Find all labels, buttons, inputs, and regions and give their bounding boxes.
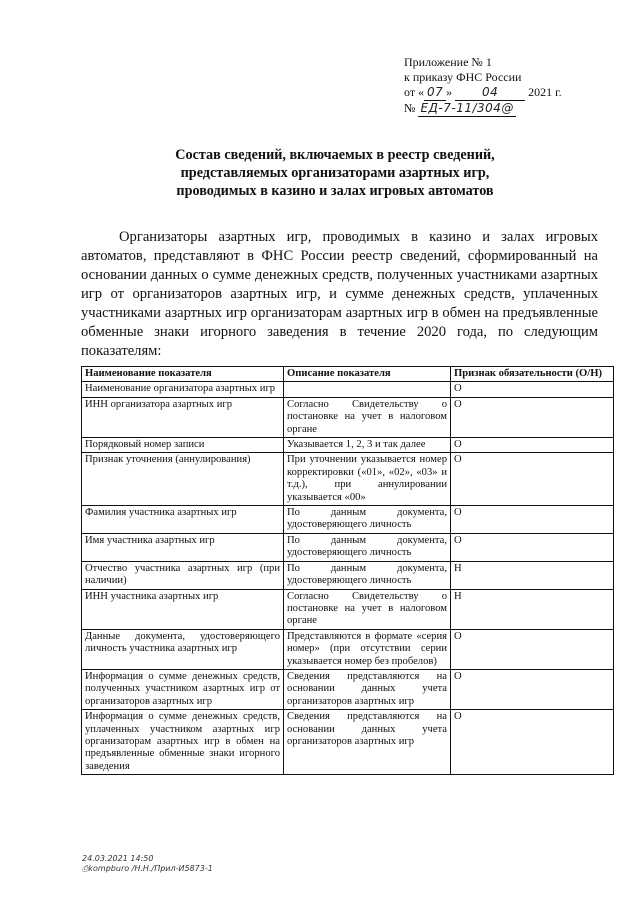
header-description: Описание показателя xyxy=(284,367,451,382)
cell-mandatory: О xyxy=(451,397,614,437)
table-row xyxy=(82,561,614,589)
cell-name: Имя участника азартных игр xyxy=(82,533,284,561)
cell-description: Представляются в формате «серия номер» (при отсутствии серии указывается номер без пробелов) xyxy=(284,629,451,669)
printer-icon: ⎙ xyxy=(82,864,89,873)
table-row xyxy=(82,453,614,506)
footer-date: 24.03.2021 14:50 xyxy=(82,854,154,863)
cell-name: ИНН участника азартных игр xyxy=(82,589,284,629)
cell-mandatory: О xyxy=(451,669,614,709)
cell-mandatory: О xyxy=(451,533,614,561)
cell-description: Согласно Свидетельству о постановке на учет в налоговом органе xyxy=(284,397,451,437)
appendix-date: от « 07 » 04 2021 г. xyxy=(404,85,562,99)
intro-paragraph: Организаторы азартных игр, проводимых в казино и залах игровых автоматов, представляют в ФНС России реестр сведений, сформированный на основании данных о сумме денежных средств, полученных участниками азартных игр от организаторов азартных игр, и сумме денежных средств, уплаченных участниками азартных игр организаторам азартных игр в обмен на предъявленные обменные знаки игорного заведения в течение 2020 года, по следующим показателям: xyxy=(81,229,598,359)
table-row xyxy=(82,589,614,629)
cell-name: Фамилия участника азартных игр xyxy=(82,506,284,534)
cell-name: Отчество участника азартных игр (при наличии) xyxy=(82,561,284,589)
table-row xyxy=(82,629,614,669)
appendix-title: Приложение № 1 xyxy=(404,55,492,69)
appendix-block xyxy=(404,55,604,117)
appendix-number: № ЕД-7-11/304@ xyxy=(404,101,514,115)
header-mandatory: Признак обязательности (О/Н) xyxy=(451,367,614,382)
footer-author: ⎙kompburo /Н.Н./Прил-И5873-1 xyxy=(82,864,213,873)
table-row xyxy=(82,506,614,534)
cell-name: Информация о сумме денежных средств, уплаченных участником азартных игр организаторам азартных игр в обмен на предъявленные обменные знаки игорного заведения xyxy=(82,710,284,775)
indicators-table xyxy=(81,366,614,775)
table-row xyxy=(82,438,614,453)
table-row xyxy=(82,533,614,561)
footer-stamp xyxy=(82,854,213,874)
cell-name: Информация о сумме денежных средств, полученных участником азартных игр от организаторов азартных игр xyxy=(82,669,284,709)
cell-description: Согласно Свидетельству о постановке на учет в налоговом органе xyxy=(284,589,451,629)
cell-mandatory: О xyxy=(451,438,614,453)
cell-name: Данные документа, удостоверяющего личность участника азартных игр xyxy=(82,629,284,669)
cell-description xyxy=(284,382,451,397)
handwritten-day: 07 xyxy=(424,85,446,101)
table-row xyxy=(82,382,614,397)
header-name: Наименование показателя xyxy=(82,367,284,382)
table-row xyxy=(82,397,614,437)
cell-mandatory: О xyxy=(451,629,614,669)
table-row xyxy=(82,669,614,709)
cell-description: При уточнении указывается номер корректировки («01», «02», «03» и т.д.), при аннулировании указывается «00» xyxy=(284,453,451,506)
cell-mandatory: Н xyxy=(451,589,614,629)
handwritten-number: ЕД-7-11/304@ xyxy=(420,101,514,115)
cell-description: По данным документа, удостоверяющего личность xyxy=(284,533,451,561)
cell-description: Сведения представляются на основании данных учета организаторов азартных игр xyxy=(284,710,451,775)
appendix-order-ref: к приказу ФНС России xyxy=(404,70,522,84)
cell-name: Наименование организатора азартных игр xyxy=(82,382,284,397)
document-title: Состав сведений, включаемых в реестр сведений, представляемых организаторами азартных игр, проводимых в казино и залах игровых автоматов xyxy=(175,147,495,199)
cell-name: ИНН организатора азартных игр xyxy=(82,397,284,437)
cell-mandatory: О xyxy=(451,453,614,506)
handwritten-month: 04 xyxy=(455,85,525,101)
cell-mandatory: О xyxy=(451,382,614,397)
cell-description: Указывается 1, 2, 3 и так далее xyxy=(284,438,451,453)
cell-description: По данным документа, удостоверяющего личность xyxy=(284,561,451,589)
cell-name: Признак уточнения (аннулирования) xyxy=(82,453,284,506)
table-row xyxy=(82,710,614,775)
cell-name: Порядковый номер записи xyxy=(82,438,284,453)
cell-description: По данным документа, удостоверяющего личность xyxy=(284,506,451,534)
table-header-row xyxy=(82,367,614,382)
cell-description: Сведения представляются на основании данных учета организаторов азартных игр xyxy=(284,669,451,709)
cell-mandatory: Н xyxy=(451,561,614,589)
cell-mandatory: О xyxy=(451,710,614,775)
cell-mandatory: О xyxy=(451,506,614,534)
